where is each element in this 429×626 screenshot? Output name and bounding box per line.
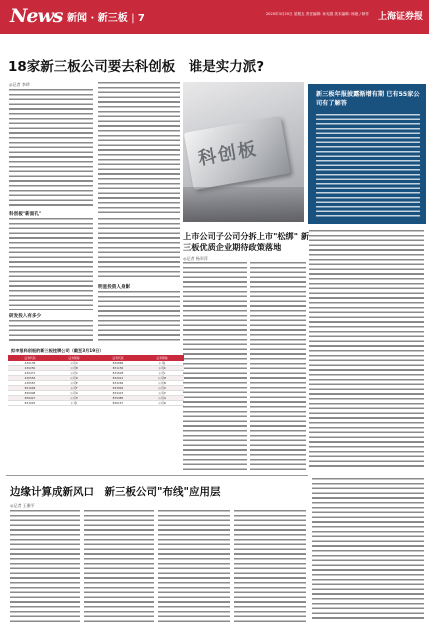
bottom-story-headline: 边缘计算成新风口 新三板公司"布线"应用层 (10, 486, 221, 498)
table-cell: 835985 (96, 396, 140, 401)
table-cell: 公司G (52, 391, 96, 396)
table-cell: 831048 (8, 386, 52, 391)
table-cell: 430138 (8, 361, 52, 366)
table-cell: 公司N (140, 381, 184, 386)
table-cell: 833994 (96, 386, 140, 391)
lead-body-col2 (98, 82, 180, 214)
lead-body-col2b (98, 218, 180, 280)
lead-body-col1b (9, 218, 93, 310)
table-cell: 公司A (52, 361, 96, 366)
table-cell: 830908 (8, 391, 52, 396)
table-header: 证券代码 (96, 355, 140, 361)
lead-body-col1c (9, 320, 93, 344)
table-cell: 公司K (140, 366, 184, 371)
second-story-headline: 上市公司子公司分拆上市"松绑" 新三板优质企业期待政策落地 (183, 231, 310, 252)
lead-subhead-2: 研发投入有多少 (9, 314, 42, 319)
table-cell: 830866 (96, 361, 140, 366)
lead-byline: ◎记者 李珍 (9, 82, 30, 87)
listing-table (8, 355, 184, 406)
page-number: 7 (137, 13, 145, 24)
section-name: 新闻 · 新三板 (67, 13, 128, 24)
section-title: 新闻 · 新三板 | 7 (67, 13, 145, 24)
bottom-story-byline: ◎记者 王雅平 (10, 503, 35, 508)
table-cell: 834415 (96, 391, 140, 396)
second-story-col2 (250, 262, 306, 470)
second-story-byline: ◎记者 杨翠萍 (183, 256, 208, 261)
table-title: 拟申报科创板的新三板挂牌公司（截至3月19日） (11, 348, 104, 353)
masthead-logo: News (10, 5, 63, 27)
table-cell: 833284 (96, 381, 140, 386)
table-header: 证券简称 (140, 355, 184, 361)
lead-subhead-3: 明星投资人身影 (98, 285, 131, 290)
right-column-body (309, 230, 424, 470)
right-column-body-lower (312, 478, 424, 622)
issue-meta: 2020年3月20日 星期五 责任编辑: 孙宪超 美术编辑: 杨艳 / 制作 (265, 12, 369, 16)
sci-tech-board-plaque (184, 116, 291, 190)
table-cell: 430587 (8, 381, 52, 386)
table-cell: 832021 (96, 376, 140, 381)
table-cell: 公司B (52, 366, 96, 371)
bottom-story-col4 (234, 510, 306, 622)
table-cell: 公司C (52, 371, 96, 376)
table-cell: 430471 (8, 371, 52, 376)
plaque-text: 科创板 (196, 138, 260, 170)
paper-name: 上海证券报 (377, 12, 423, 22)
lead-photo (183, 82, 304, 222)
lead-body-col2c (98, 291, 180, 344)
table-body (8, 361, 184, 406)
lead-headline: 18家新三板公司要去科创板 谁是实力派? (8, 59, 265, 75)
bottom-story-col1 (10, 510, 80, 622)
sidebar-panel (308, 84, 426, 224)
bottom-story-col2 (84, 510, 154, 622)
table-header: 证券简称 (52, 355, 96, 361)
sidebar-body (316, 114, 420, 219)
section-divider (6, 475, 308, 476)
table-cell: 公司E (52, 381, 96, 386)
table-cell: 公司D (52, 376, 96, 381)
table-cell: 430250 (8, 366, 52, 371)
table-header: 证券代码 (8, 355, 52, 361)
table-cell: 831025 (8, 401, 52, 406)
second-story-col1 (183, 262, 247, 470)
sidebar-title: 新三板年报披露渐增有期 已有55家公司有了解答 (316, 91, 420, 107)
table-cell: 831628 (96, 371, 140, 376)
table-cell: 公司Q (140, 396, 184, 401)
masthead (0, 0, 429, 34)
table-cell: 831156 (96, 366, 140, 371)
table-cell: 公司P (140, 391, 184, 396)
table-cell: 公司L (140, 371, 184, 376)
table-cell: 836157 (96, 401, 140, 406)
table-row (8, 401, 184, 406)
table-cell: 公司R (140, 401, 184, 406)
table-cell: 公司F (52, 386, 96, 391)
lead-body-col1 (9, 89, 93, 207)
table-cell: 公司I (52, 401, 96, 406)
table-cell: 公司O (140, 386, 184, 391)
bottom-story-col3 (158, 510, 230, 622)
table-cell: 公司J (140, 361, 184, 366)
lead-subhead-1: 科创板"新面孔" (9, 212, 42, 217)
table-cell: 830927 (8, 396, 52, 401)
table-cell: 公司H (52, 396, 96, 401)
table-cell: 430556 (8, 376, 52, 381)
table-cell: 公司M (140, 376, 184, 381)
